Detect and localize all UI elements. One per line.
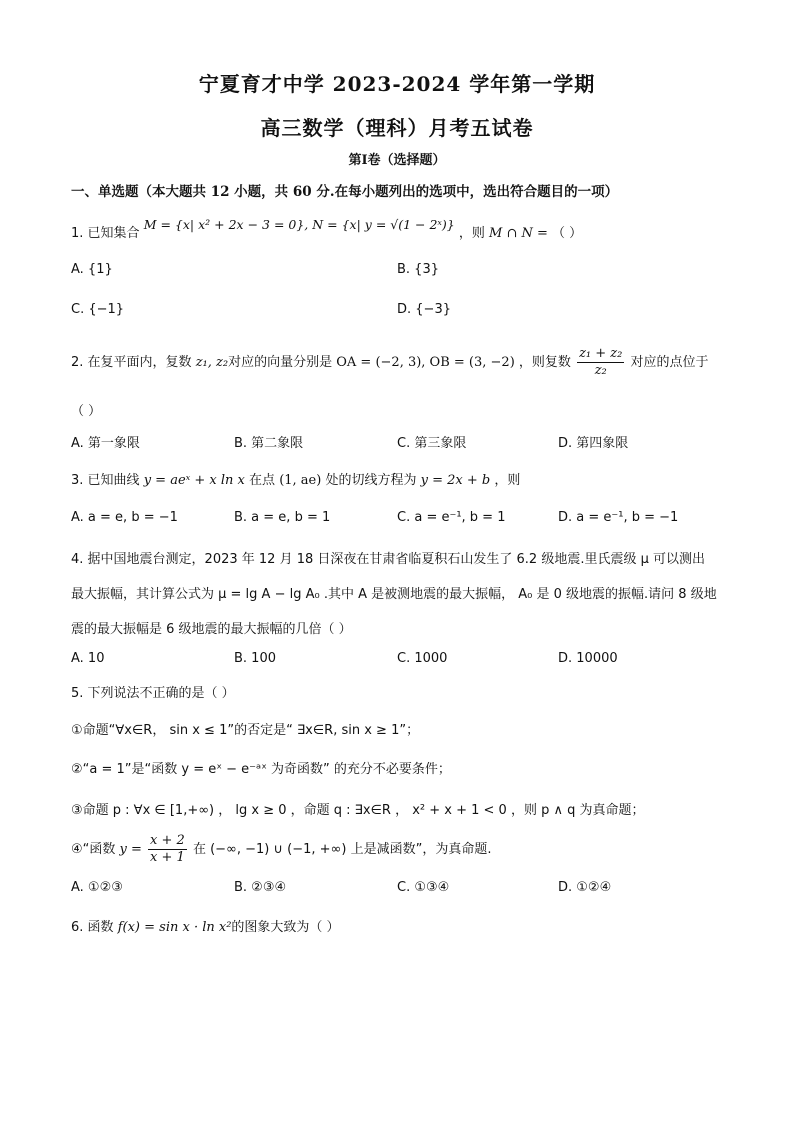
statement-3: ③命题 p : ∀x ∈ [1,+∞) ， lg x ≥ 0 ，命题 q : ∃x∈R ， x² + x + 1 < 0 ，则 p ∧ q 为真命题； (71, 803, 645, 818)
question-text: 对应的点位于 (630, 355, 709, 370)
question-2-stem (71, 346, 709, 379)
question-number: 2. (71, 355, 84, 370)
vector-values: OA = (−2, 3), OB = (3, −2) (336, 355, 515, 370)
section-heading: 一、单选题（本大题共 12 小题，共 60 分.在每小题列出的选项中，选出符合题目的一项） (71, 184, 619, 200)
question-4-line2: 最大振幅，其计算公式为 μ = lg A − lg A₀ .其中 A 是被测地震的最大振幅， A₀ 是 0 级地震的振幅.请问 8 级地 (71, 587, 717, 602)
exam-title-line2: 高三数学（理科）月考五试卷 (260, 116, 534, 140)
fraction-denominator: z₂ (594, 363, 607, 378)
option-b: B. 100 (234, 651, 276, 666)
option-b: B. a = e, b = 1 (234, 510, 331, 525)
statement-text: 在 (−∞, −1) ∪ (−1, +∞) 上是减函数”，为真命题. (192, 842, 492, 857)
question-number: 1. (71, 226, 84, 241)
question-1-stem (71, 217, 583, 241)
question-number: 4. (71, 552, 84, 567)
option-b: B. 第二象限 (234, 436, 304, 451)
option-b: B. ②③④ (234, 880, 287, 895)
statement-4: ④“函数 y = $\frac{x + 2}{x + 1}$ 在 (−∞, −1) ∪ (−1, +∞) 上是减函数”，为真命题. (71, 833, 492, 865)
question-text: 函数 (87, 920, 114, 935)
exam-title-line1: 宁夏育才中学 2023-2024 学年第一学期 (198, 72, 596, 96)
function-expression: f(x) = sin x · ln x² (117, 920, 232, 935)
question-4-stem (71, 548, 705, 567)
option-d: D. 第四象限 (558, 436, 629, 451)
complex-numbers: z₁, z₂ (195, 355, 229, 370)
statement-2: ②“a = 1”是“函数 y = eˣ − e⁻ᵃˣ 为奇函数” 的充分不必要条件； (71, 762, 451, 777)
question-text: ，则 (458, 226, 485, 241)
complex-fraction (577, 346, 624, 379)
tangent-equation: y = 2x + b (420, 473, 491, 488)
fraction-numerator: x + 2 (150, 833, 185, 848)
option-d: D. {−3} (397, 302, 451, 317)
option-b: B. {3} (397, 262, 439, 277)
question-number: 5. (71, 686, 84, 701)
question-text: 的图象大致为（ ） (231, 920, 340, 935)
question-text: 在复平面内，复数 (87, 355, 192, 370)
option-c: C. 1000 (397, 651, 448, 666)
question-3-stem (71, 469, 520, 488)
fraction-denominator: x + 1 (150, 850, 185, 865)
question-text: ，则 (494, 473, 521, 488)
question-text: 已知曲线 (87, 473, 140, 488)
set-definition: M = {x| x² + 2x − 3 = 0}, N = {x| y = √(1 − 2ˣ)} (143, 217, 455, 232)
question-text: 处的切线方程为 (325, 473, 417, 488)
option-c: C. ①③④ (397, 880, 450, 895)
intersection-expr: M ∩ N = (489, 226, 548, 241)
option-a: A. {1} (71, 262, 113, 277)
option-a: A. 第一象限 (71, 436, 140, 451)
question-5-stem (71, 682, 235, 701)
question-number: 3. (71, 473, 84, 488)
question-text: 下列说法不正确的是（ ） (87, 686, 235, 701)
volume-heading: 第Ⅰ卷（选择题） (348, 153, 446, 168)
tangent-point: (1, ae) (279, 473, 322, 488)
option-d: D. ①②④ (558, 880, 612, 895)
question-4-line3: 震的最大振幅是 6 级地震的最大振幅的几倍（ ） (71, 622, 352, 637)
answer-blank: （ ） (71, 404, 102, 419)
curve-equation: y = aeˣ + x ln x (143, 473, 245, 488)
option-d: D. a = e⁻¹, b = −1 (558, 510, 679, 525)
option-a: A. 10 (71, 651, 105, 666)
question-text: 据中国地震台测定，2023 年 12 月 18 日深夜在甘肃省临夏积石山发生了 6.2 级地震.里氏震级 μ 可以测出 (87, 552, 705, 567)
option-a: A. a = e, b = −1 (71, 510, 178, 525)
option-d: D. 10000 (558, 651, 618, 666)
answer-blank: （ ） (552, 226, 583, 241)
question-text: 对应的向量分别是 (228, 355, 333, 370)
question-number: 6. (71, 920, 84, 935)
function-fraction (148, 833, 187, 866)
question-6-stem (71, 916, 340, 935)
option-c: C. 第三象限 (397, 436, 467, 451)
question-text: ，则复数 (518, 355, 571, 370)
statement-1: ①命题“∀x∈R， sin x ≤ 1”的否定是“ ∃x∈R, sin x ≥ 1”； (71, 723, 420, 738)
question-text: 已知集合 (87, 226, 140, 241)
question-text: 在点 (249, 473, 276, 488)
option-a: A. ①②③ (71, 880, 123, 895)
statement-text: ④“函数 (71, 842, 116, 857)
option-c: C. {−1} (71, 302, 125, 317)
option-c: C. a = e⁻¹, b = 1 (397, 510, 506, 525)
fraction-numerator: z₁ + z₂ (579, 346, 623, 361)
